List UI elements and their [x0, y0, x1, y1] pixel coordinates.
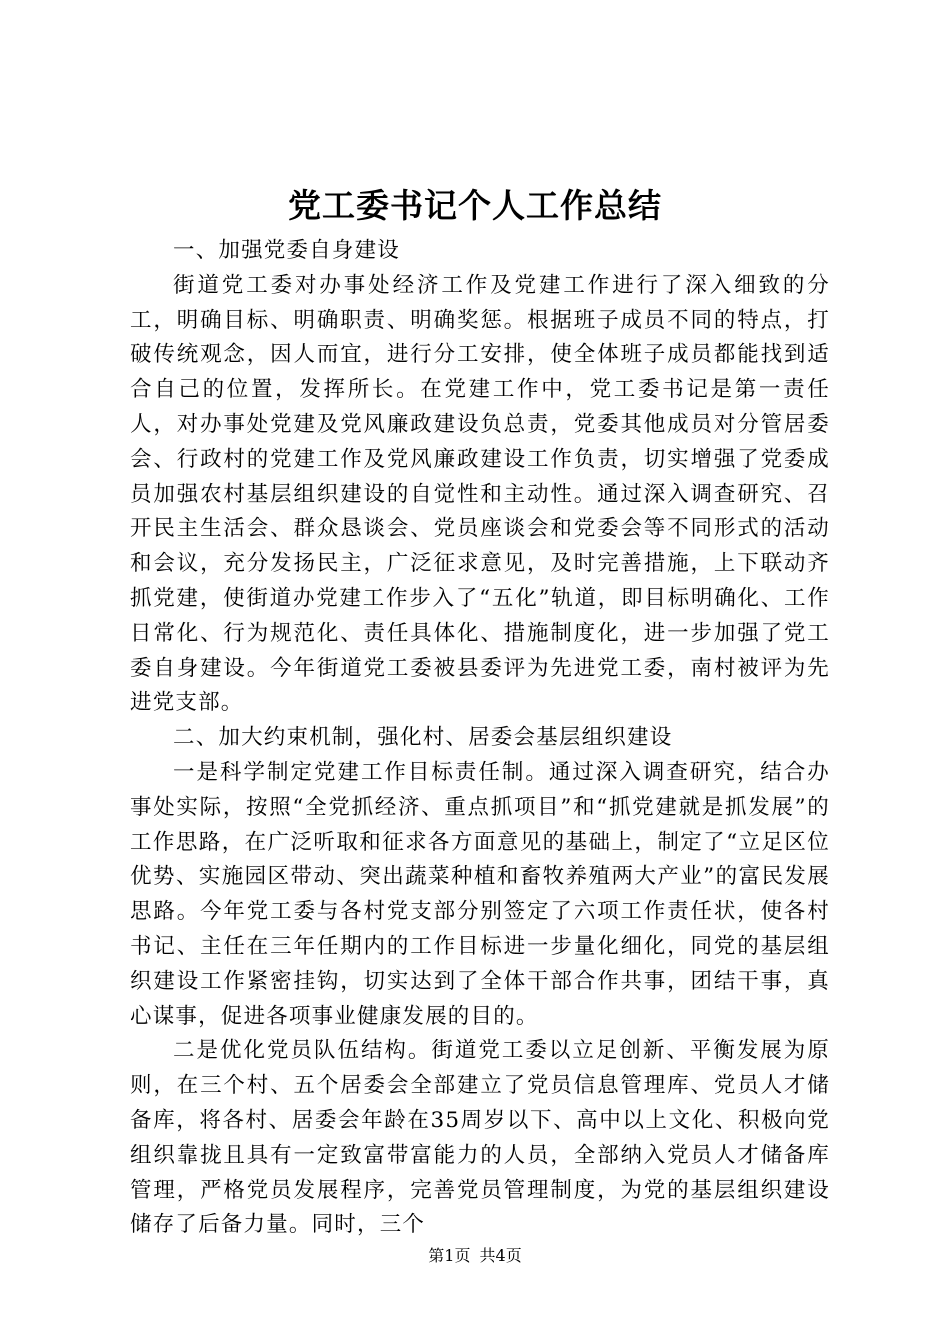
- paragraph-2: 一是科学制定党建工作目标责任制。通过深入调查研究，结合办事处实际，按照“全党抓经济、重点抓项目”和“抓党建就是抓发展”的工作思路，在广泛听取和征求各方面意见的基础上，制定了“立足区位优势、实施园区带动、突出蔬菜种植和畜牧养殖两大产业”的富民发展思路。今年党工委与各村党支部分别签定了六项工作责任状，使各村书记、主任在三年任期内的工作目标进一步量化细化，同党的基层组织建设工作紧密挂钩，切实达到了全体干部合作共事，团结干事，真心谋事，促进各项事业健康发展的目的。: [130, 759, 830, 1029]
- page-total: 共4页: [479, 1246, 522, 1265]
- paragraph-3: 二是优化党员队伍结构。街道党工委以立足创新、平衡发展为原则，在三个村、五个居委会全部建立了党员信息管理库、党员人才储备库，将各村、居委会年龄在35周岁以下、高中以上文化、积极向党组织靠拢且具有一定致富带富能力的人员，全部纳入党员人才储备库管理，严格党员发展程序，完善党员管理制度，为党的基层组织建设储存了后备力量。同时，三个: [130, 1038, 830, 1238]
- document-body: [130, 234, 830, 1243]
- page-footer: [0, 1245, 950, 1267]
- section-heading-1: 一、加强党委自身建设: [173, 238, 401, 263]
- section-heading-2: 二、加大约束机制，强化村、居委会基层组织建设: [173, 725, 673, 751]
- paragraph-1: 街道党工委对办事处经济工作及党建工作进行了深入细致的分工，明确目标、明确职责、明确奖惩。根据班子成员不同的特点，打破传统观念，因人而宜，进行分工安排，使全体班子成员都能找到适合自己的位置，发挥所长。在党建工作中，党工委书记是第一责任人，对办事处党建及党风廉政建设负总责，党委其他成员对分管居委会、行政村的党建工作及党风廉政建设工作负责，切实增强了党委成员加强农村基层组织建设的自觉性和主动性。通过深入调查研究、召开民主生活会、群众恳谈会、党员座谈会和党委会等不同形式的活动和会议，充分发扬民主，广泛征求意见，及时完善措施，上下联动齐抓党建，使街道办党建工作步入了“五化”轨道，即目标明确化、工作日常化、行为规范化、责任具体化、措施制度化，进一步加强了党工委自身建设。今年街道党工委被县委评为先进党工委，南村被评为先进党支部。: [130, 272, 830, 716]
- document-title: 党工委书记个人工作总结: [288, 186, 662, 225]
- page-number: 第1页: [428, 1246, 471, 1265]
